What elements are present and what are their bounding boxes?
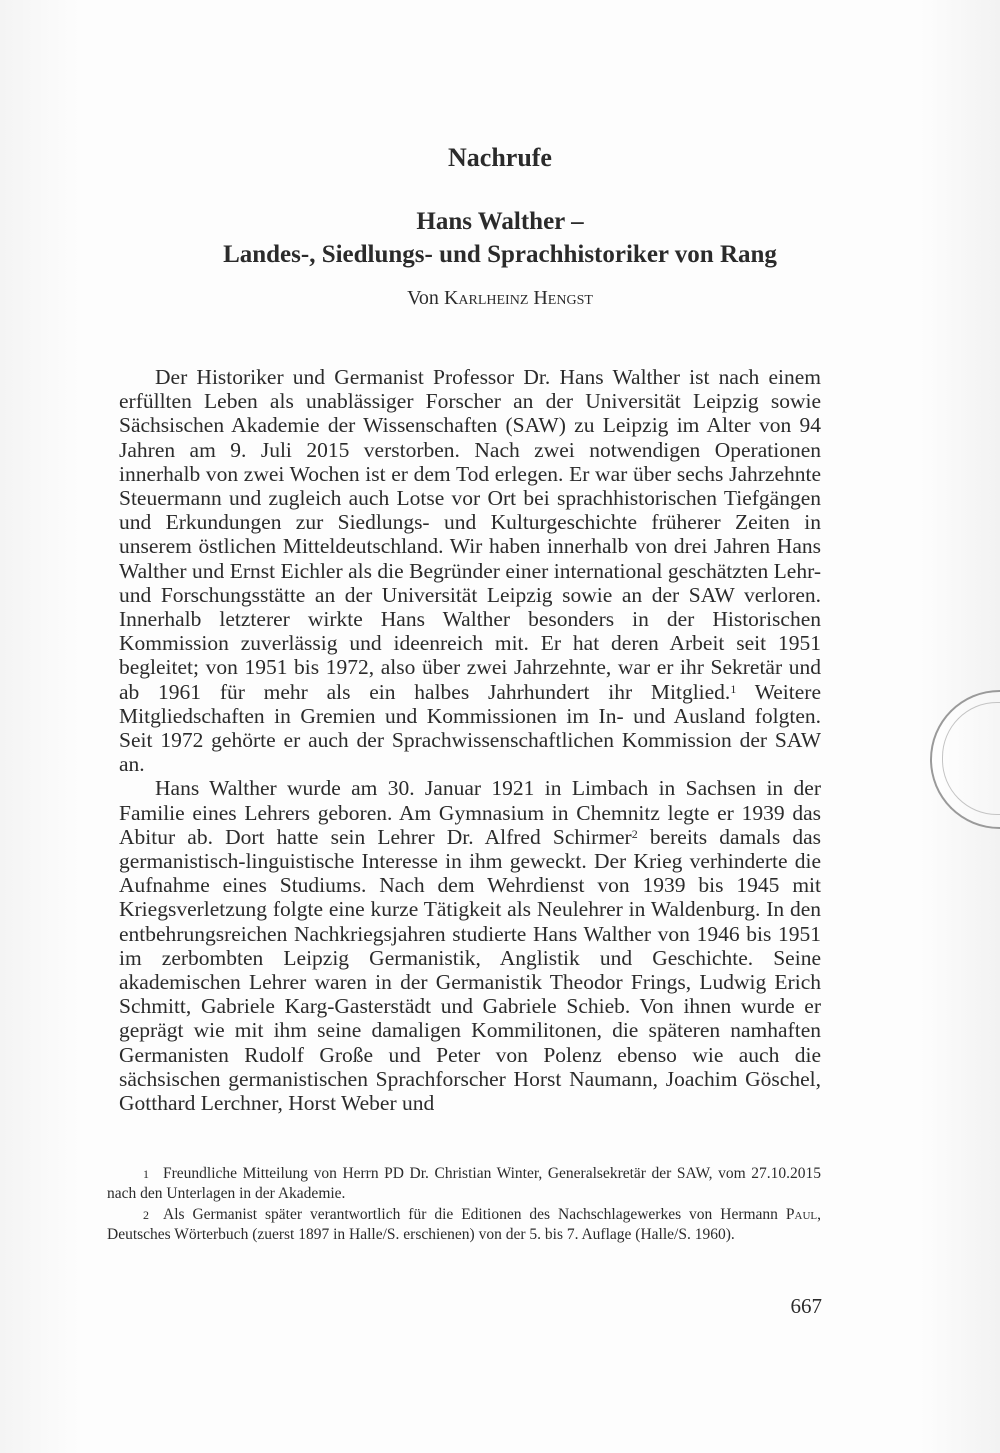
page-edge-tab-inner	[942, 702, 1000, 815]
article-title-line-1: Hans Walther –	[416, 208, 584, 235]
paragraph-2	[119, 776, 821, 1115]
section-title: Nachrufe	[448, 143, 552, 172]
author-name: Karlheinz Hengst	[443, 287, 593, 309]
page-number: 667	[790, 1294, 822, 1318]
paragraph-1-text-a: Der Historiker und Germanist Professor Dr. Hans Walther ist nach einem erfüllten Leben als unablässiger Forscher an der Universität Leipzig sowie Sächsischen Akademie der Wissenschaften (SAW) zu Leipzig im Alter von 94 Jahren am 9. Juli 2015 verstorben. Nach zwei notwendigen Operationen innerhalb von zwei Wochen ist er dem Tod erlegen. Er war über sechs Jahrzehnte Steuermann und zugleich auch Lotse vor Ort bei sprachhistorischen Tiefgängen und Erkundungen zur Siedlungs- und Kulturgeschichte früherer Zeiten in unserem östlichen Mitteldeutschland. Wir haben innerhalb von drei Jahren Hans Walther und Ernst Eichler als die Begründer einer international geschätzten Lehr- und Forschungsstätte an der Universität Leipzig sowie an der SAW verloren. Innerhalb letzterer wirkte Hans Walther besonders in der Historischen Kommission zuverlässig und ideenreich mit. Er hat deren Arbeit seit 1951 begleitet; von 1951 bis 1972, also über zwei Jahrzehnte, war er ihr Sekretär und ab 1961 für mehr als ein halbes Jahrhundert ihr Mitglied.	[119, 365, 821, 704]
footnote-reference-2[interactable]: 2	[631, 826, 638, 841]
paragraph-2-text-a: Hans Walther wurde am 30. Januar 1921 in Limbach in Sachsen in der Familie eines Lehrers geboren. Am Gymnasium in Chemnitz legte er 1939 das Abitur ab. Dort hatte sein Lehrer Dr. Alfred Schirmer	[119, 776, 821, 849]
article-body	[119, 365, 821, 1115]
footnote-2-number: 2	[143, 1208, 149, 1222]
footnote-2-author-name: Paul	[785, 1206, 818, 1223]
footnotes	[107, 1164, 821, 1246]
footnote-1-number: 1	[143, 1167, 149, 1181]
paragraph-1-text-b: Weitere Mitgliedschaften in Gremien und Kommissionen im In- und Ausland folgten. Seit 1972 gehörte er auch der Sprachwissenschaftlichen Kommission der SAW an.	[119, 679, 821, 777]
footnote-2-text-b: , Deutsches Wörterbuch (zuerst 1897 in Halle/S. erschienen) von der 5. bis 7. Auflage (Halle/S. 1960).	[107, 1206, 821, 1243]
article-title	[0, 205, 1000, 271]
paragraph-2-text-b: bereits damals das germanistisch-linguistische Interesse in ihm geweckt. Der Krieg verhinderte die Aufnahme eines Studiums. Nach dem Wehrdienst von 1939 bis 1945 mit Kriegsverletzung folgte eine kurze Tätigkeit als Neulehrer in Waldenburg. In den entbehrungsreichen Nachkriegsjahren studierte Hans Walther von 1946 bis 1951 im zerbombten Leipzig Germanistik, Anglistik und Geschichte. Seine akademischen Lehrer waren in der Germanistik Theodor Frings, Ludwig Erich Schmitt, Gabriele Karg-Gasterstädt und Gabriele Schieb. Von ihnen wurde er geprägt wie mit ihm seine damaligen Kommilitonen, die späteren namhaften Germanisten Rudolf Große und Peter von Polenz ebenso wie auch die sächsischen germanistischen Sprachforscher Horst Naumann, Joachim Göschel, Gotthard Lerchner, Horst Weber und	[119, 824, 821, 1116]
footnote-1-text: Freundliche Mitteilung von Herrn PD Dr. Christian Winter, Generalsekretär der SAW, vom 27.10.2015 nach den Unterlagen in der Akademie.	[107, 1165, 821, 1202]
paragraph-1	[119, 365, 821, 776]
footnote-2-text-a: Als Germanist später verantwortlich für die Editionen des Nachschlagewerkes von Hermann	[163, 1206, 786, 1223]
footnote-1	[107, 1164, 821, 1203]
footnote-reference-1[interactable]: 1	[730, 681, 737, 696]
author-prefix: Von	[407, 287, 439, 309]
footnote-2	[107, 1205, 821, 1244]
article-title-line-2: Landes-, Siedlungs- und Sprachhistoriker von Rang	[223, 241, 777, 268]
author-line	[0, 285, 1000, 311]
